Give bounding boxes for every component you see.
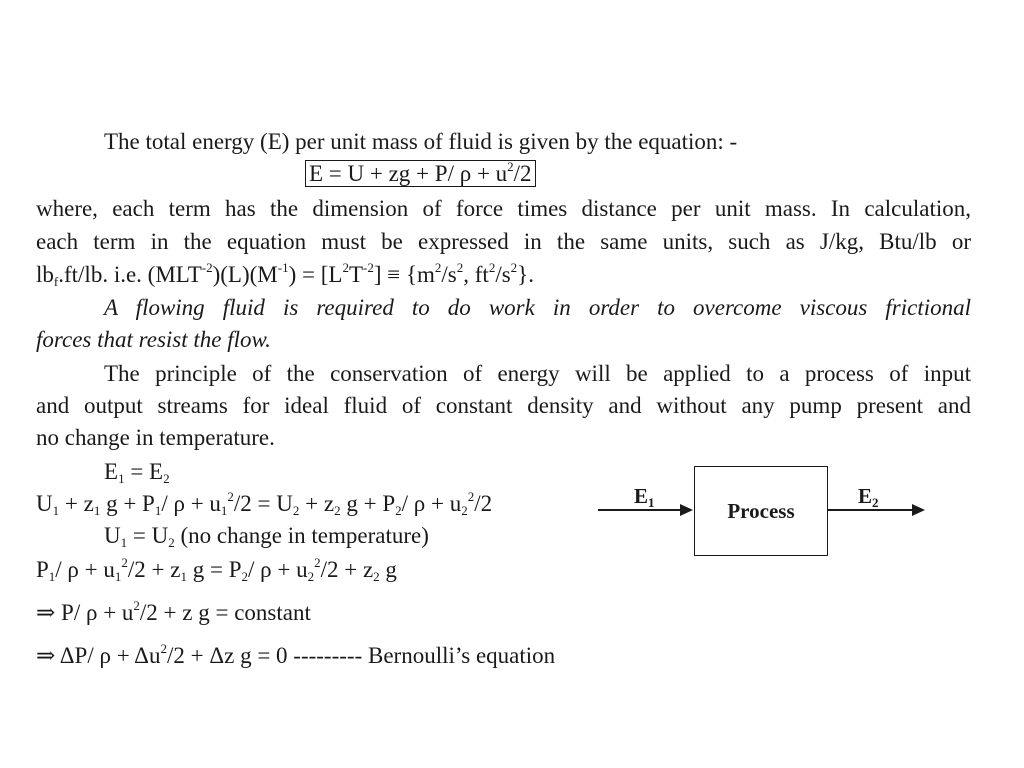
sub: 2 bbox=[461, 503, 468, 518]
sub: 1 bbox=[220, 503, 228, 518]
sup: 2 bbox=[456, 260, 464, 275]
intro-text: The total energy (E) per unit mass of fluid is given by the equation: - bbox=[104, 129, 738, 154]
equation-e1-e2 bbox=[104, 459, 170, 485]
sub: 1 bbox=[120, 535, 128, 550]
sub: f bbox=[53, 274, 59, 289]
text: g = P bbox=[186, 557, 242, 582]
text: , ft bbox=[463, 262, 489, 287]
process-diagram bbox=[596, 466, 931, 560]
sub: 2 bbox=[168, 535, 175, 550]
text: ΔP/ ρ + Δu bbox=[55, 643, 161, 668]
sup: -2 bbox=[201, 260, 213, 275]
text: U bbox=[104, 523, 121, 548]
text: T bbox=[348, 262, 363, 287]
text: (no change in temperature) bbox=[174, 523, 429, 548]
process-label: Process bbox=[727, 498, 795, 523]
eq-sup: 2 bbox=[507, 159, 514, 174]
sub: 1 bbox=[648, 495, 655, 510]
sup: 2 bbox=[434, 260, 442, 275]
total-energy-equation bbox=[305, 161, 536, 187]
sup: -1 bbox=[277, 260, 289, 275]
text: U bbox=[36, 491, 53, 516]
sup: 2 bbox=[467, 489, 475, 504]
implies-icon: ⇒ bbox=[36, 600, 56, 625]
equation-reduced bbox=[36, 557, 397, 583]
text: + z bbox=[59, 491, 94, 516]
sup: 2 bbox=[342, 260, 349, 275]
sub: 1 bbox=[114, 569, 122, 584]
dimension-line bbox=[36, 262, 534, 288]
sup: 2 bbox=[314, 555, 321, 570]
text: E bbox=[634, 484, 649, 508]
text: = U bbox=[127, 523, 169, 548]
paragraph-line: and output streams for ideal fluid of constant density and without any pump present and bbox=[36, 393, 971, 418]
sub: 1 bbox=[93, 503, 101, 518]
paragraph-line: where, each term has the dimension of force times distance per unit mass. In calculation, bbox=[36, 196, 971, 221]
text: / ρ + u bbox=[161, 491, 221, 516]
sub: 2 bbox=[307, 569, 315, 584]
text: /2 + Δz g = 0 --------- Bernoulli’s equation bbox=[166, 643, 556, 668]
text: P bbox=[36, 557, 49, 582]
sub: 2 bbox=[334, 503, 341, 518]
process-box bbox=[694, 466, 828, 556]
implies-icon: ⇒ bbox=[36, 643, 56, 668]
sup: 2 bbox=[133, 598, 140, 613]
paragraph-line: The principle of the conservation of energy will be applied to a process of input bbox=[104, 361, 971, 386]
sub: 1 bbox=[118, 471, 125, 486]
eq-part: /2 bbox=[513, 161, 532, 186]
sup: 2 bbox=[227, 489, 234, 504]
sub: 2 bbox=[395, 503, 402, 518]
text: / ρ + u bbox=[247, 557, 308, 582]
text: + z bbox=[299, 491, 335, 516]
text: / ρ + u bbox=[401, 491, 462, 516]
sub: 2 bbox=[872, 495, 879, 510]
italic-line: A flowing fluid is required to do work in order to overcome viscous frictional bbox=[104, 295, 971, 320]
text: lb bbox=[36, 262, 54, 287]
text: /s bbox=[495, 262, 511, 287]
sup: -2 bbox=[363, 260, 374, 275]
text: .ft/lb. i.e. (MLT bbox=[58, 262, 202, 287]
text: g + P bbox=[100, 491, 155, 516]
text: ) = [L bbox=[288, 262, 343, 287]
input-arrow-icon bbox=[596, 502, 694, 518]
sub: 1 bbox=[48, 569, 56, 584]
text: }. bbox=[517, 262, 534, 287]
text: /2 + z bbox=[127, 557, 181, 582]
sub: 2 bbox=[373, 569, 380, 584]
sup: 2 bbox=[510, 260, 518, 275]
equation-box bbox=[305, 160, 536, 187]
italic-line: forces that resist the flow. bbox=[36, 327, 271, 352]
equation-u1-u2 bbox=[104, 523, 429, 549]
sub: 1 bbox=[52, 503, 60, 518]
sup: 2 bbox=[488, 260, 496, 275]
text: /2 + z bbox=[320, 557, 374, 582]
text: /2 = U bbox=[233, 491, 293, 516]
sup: 2 bbox=[160, 641, 167, 656]
intro-line bbox=[104, 129, 737, 155]
text: ] ≡ {m bbox=[373, 262, 435, 287]
paragraph-line: no change in temperature. bbox=[36, 425, 275, 450]
text: )(L)(M bbox=[212, 262, 278, 287]
sub: 2 bbox=[163, 471, 170, 486]
text: / ρ + u bbox=[55, 557, 115, 582]
text: g + P bbox=[340, 491, 396, 516]
text: /2 bbox=[474, 491, 493, 516]
text: /2 + z g = constant bbox=[139, 600, 311, 625]
sub: 1 bbox=[180, 569, 187, 584]
sub: 2 bbox=[292, 503, 300, 518]
sup: 2 bbox=[121, 555, 128, 570]
text: g bbox=[379, 557, 397, 582]
text: = E bbox=[124, 459, 164, 484]
equation-constant bbox=[36, 600, 311, 626]
eq-part: E = U + zg + P/ ρ + u bbox=[309, 161, 508, 186]
paragraph-line: each term in the equation must be expressed in the same units, such as J/kg, Btu/lb or bbox=[36, 229, 971, 254]
text: P/ ρ + u bbox=[55, 600, 134, 625]
sub: 1 bbox=[154, 503, 162, 518]
sub: 2 bbox=[241, 569, 248, 584]
equation-bernoulli bbox=[36, 643, 555, 669]
text: E bbox=[858, 484, 873, 508]
output-arrow-icon bbox=[828, 502, 928, 518]
text: E bbox=[104, 459, 119, 484]
equation-energy-balance bbox=[36, 491, 492, 517]
text: /s bbox=[441, 262, 457, 287]
